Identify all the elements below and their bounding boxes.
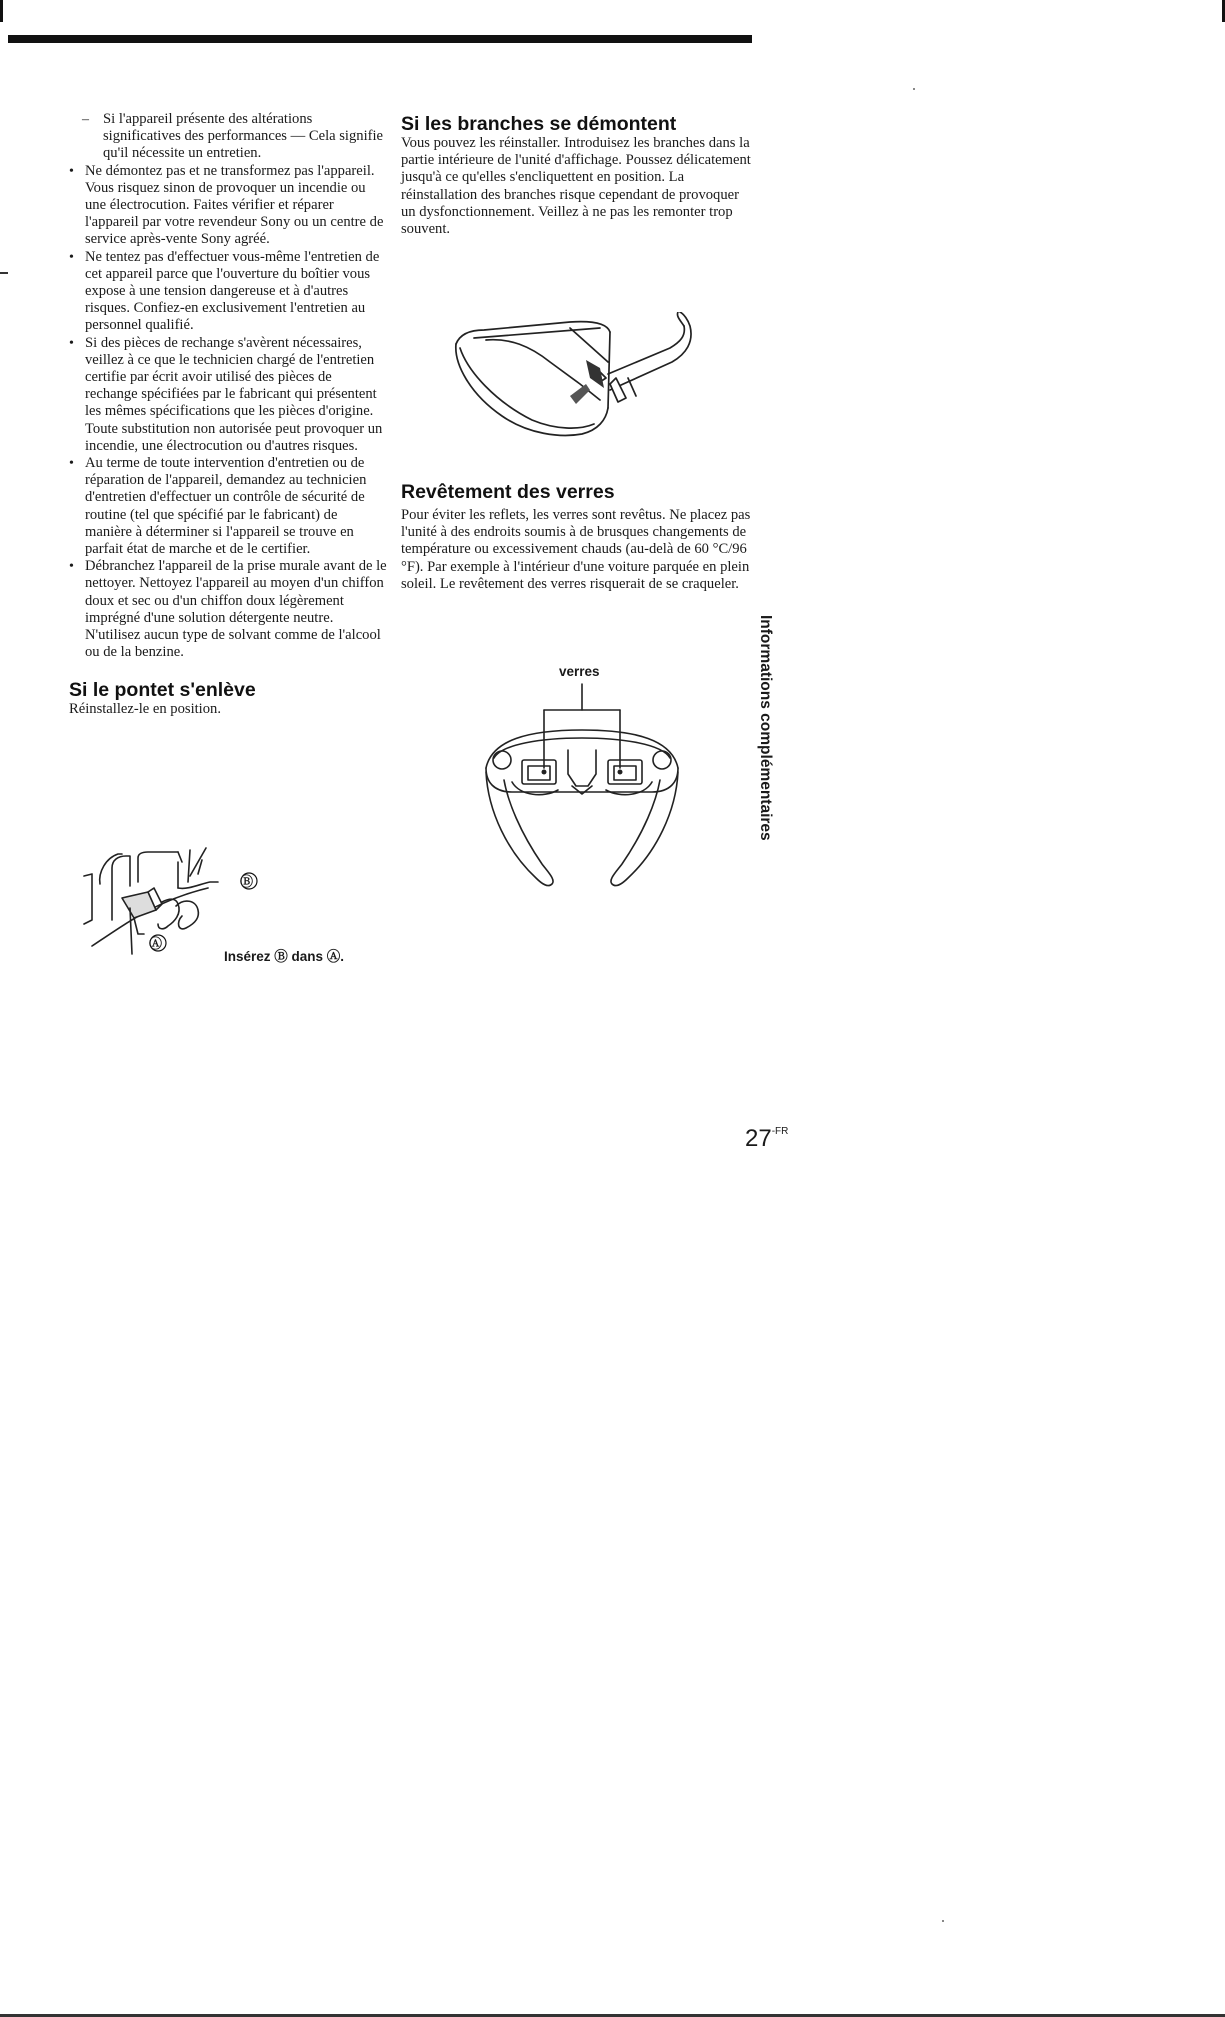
- temple-figure: [450, 312, 705, 448]
- section-heading-branches: Si les branches se démontent: [401, 113, 677, 135]
- header-rule: [8, 35, 752, 43]
- side-tab-label: Informations complémentaires: [757, 615, 774, 841]
- crop-mark-left: [0, 0, 3, 22]
- scan-speck: [942, 1920, 944, 1922]
- page-number: [745, 1125, 788, 1153]
- right-column: [401, 113, 756, 238]
- side-tab: [757, 615, 796, 845]
- margin-mark: [0, 272, 8, 274]
- list-item: • Au terme de toute intervention d'entretien ou de réparation de l'appareil, demandez au technicien d'entretien d'effectuer un contrôle de sécurité de routine (tel que spécifié par le fabricant) de manière à déterminer si l'appareil se trouve en parfait état de marche et de le certifier.: [69, 455, 387, 558]
- lens-figure: [472, 662, 692, 910]
- revetement-body: Pour éviter les reflets, les verres sont revêtus. Ne placez pas l'unité à des endroits soumis à de brusques changements de température ou excessivement chauds (au-delà de 60 °C/96 °F). Par exemple à l'intérieur d'une voiture parquée en plein soleil. Le revêtement des verres risquerait de se craqueler.: [401, 507, 751, 592]
- branches-body: Vous pouvez les réinstaller. Introduisez les branches dans la partie intérieure de l'unité d'affichage. Poussez délicatement jusqu'à ce qu'elles s'encliquettent en position. La réinstallation des branches risque cependant de provoquer un dysfonctionnement. Veillez à ne pas les remonter trop souvent.: [401, 135, 751, 238]
- bridge-figure: [78, 838, 378, 968]
- lens-illustration: [472, 662, 692, 910]
- figure-label-verres: verres: [559, 664, 600, 679]
- callout-a: Ⓐ: [149, 936, 163, 951]
- list-item: • Si des pièces de rechange s'avèrent nécessaires, veillez à ce que le technicien chargé de l'entretien certifie par écrit avoir utilisé des pièces de rechange spécifiées par le fabricant qui présentent les mêmes spécifications que les pièces d'origine. Toute substitution non autorisée peut provoquer un incendie, une électrocution ou d'autres risques.: [69, 335, 387, 455]
- page-number-suffix: -FR: [771, 1126, 789, 1137]
- list-item: – Si l'appareil présente des altérations significatives des performances — Cela signifie qu'il nécessite un entretien.: [69, 111, 387, 163]
- section-heading-pontet: Si le pontet s'enlève: [69, 678, 256, 701]
- scan-speck: [913, 88, 915, 90]
- list-item: • Ne démontez pas et ne transformez pas l'appareil. Vous risquez sinon de provoquer un incendie ou une électrocution. Faites vérifier et réparer l'appareil par votre revendeur Sony ou un centre de service après-vente Sony agréé.: [69, 163, 387, 249]
- list-item: • Débranchez l'appareil de la prise murale avant de le nettoyer. Nettoyez l'appareil au moyen d'un chiffon doux et sec ou d'un chiffon doux légèrement imprégné d'une solution détergente neutre. N'utilisez aucun type de solvant comme de l'alcool ou de la benzine.: [69, 558, 387, 661]
- list-item: • Ne tentez pas d'effectuer vous-même l'entretien de cet appareil parce que l'ouverture du boîtier vous expose à une tension dangereuse et à d'autres risques. Confiez-en exclusivement l'entretien au personnel qualifié.: [69, 249, 387, 335]
- section-heading-revetement: Revêtement des verres: [401, 481, 615, 503]
- pontet-body: Réinstallez-le en position.: [69, 700, 221, 717]
- temple-illustration: [450, 312, 705, 448]
- callout-b: Ⓑ: [240, 874, 254, 889]
- page-number-value: 27: [745, 1125, 772, 1152]
- figure-caption: Insérez Ⓑ dans Ⓐ.: [224, 949, 345, 964]
- left-column: [69, 111, 387, 718]
- maintenance-bullets: [69, 111, 387, 662]
